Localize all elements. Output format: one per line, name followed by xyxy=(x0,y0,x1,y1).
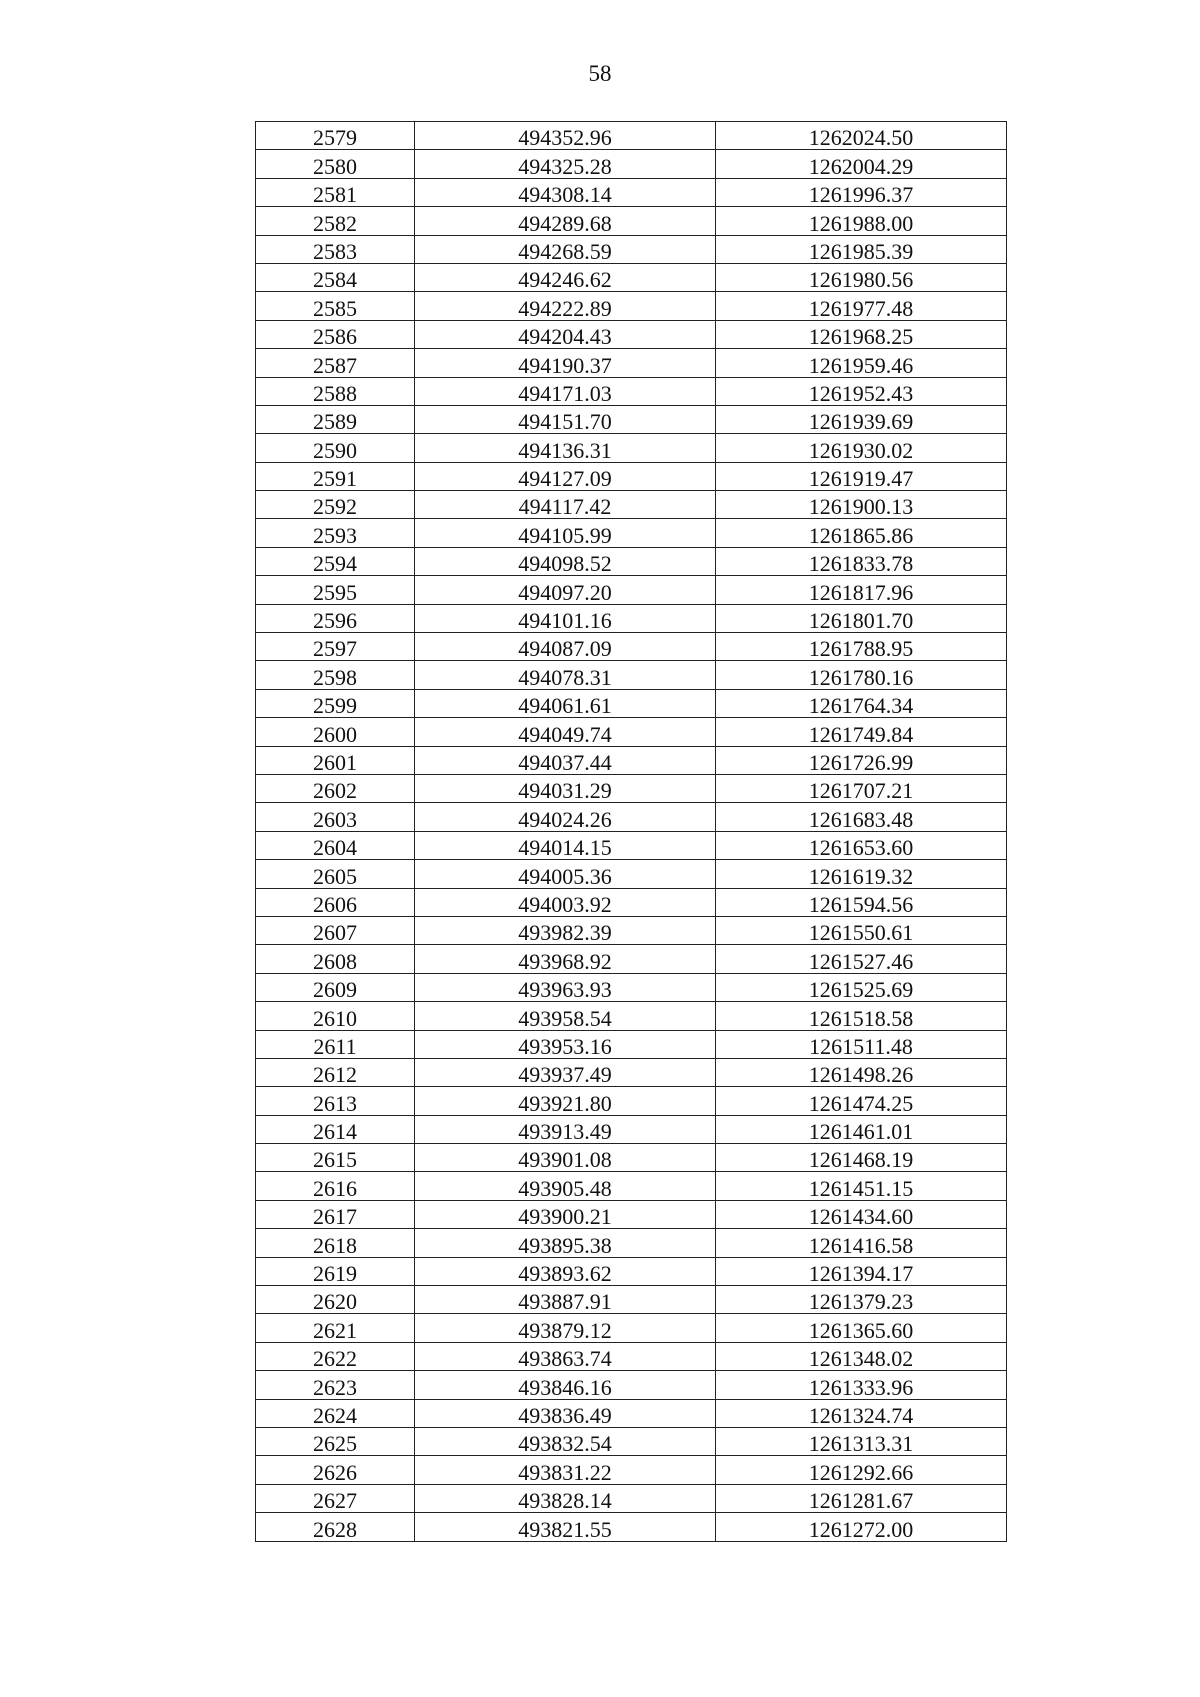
point-number-cell: 2617 xyxy=(256,1200,415,1228)
table-row xyxy=(256,888,1007,916)
y-coordinate-cell: 1261518.58 xyxy=(716,1002,1007,1030)
y-coordinate-cell: 1261919.47 xyxy=(716,462,1007,490)
table-row xyxy=(256,1030,1007,1058)
x-coordinate-cell: 494097.20 xyxy=(415,576,716,604)
point-number-cell: 2606 xyxy=(256,888,415,916)
point-number-cell: 2596 xyxy=(256,604,415,632)
point-number-cell: 2608 xyxy=(256,945,415,973)
y-coordinate-cell: 1261996.37 xyxy=(716,178,1007,206)
table-row xyxy=(256,774,1007,802)
y-coordinate-cell: 1261511.48 xyxy=(716,1030,1007,1058)
table-row xyxy=(256,349,1007,377)
y-coordinate-cell: 1261461.01 xyxy=(716,1115,1007,1143)
point-number-cell: 2598 xyxy=(256,661,415,689)
x-coordinate-cell: 494246.62 xyxy=(415,263,716,291)
table-row xyxy=(256,1144,1007,1172)
point-number-cell: 2610 xyxy=(256,1002,415,1030)
x-coordinate-cell: 494003.92 xyxy=(415,888,716,916)
x-coordinate-cell: 493901.08 xyxy=(415,1144,716,1172)
x-coordinate-cell: 493963.93 xyxy=(415,973,716,1001)
y-coordinate-cell: 1261952.43 xyxy=(716,377,1007,405)
y-coordinate-cell: 1261683.48 xyxy=(716,803,1007,831)
point-number-cell: 2611 xyxy=(256,1030,415,1058)
x-coordinate-cell: 494049.74 xyxy=(415,718,716,746)
point-number-cell: 2588 xyxy=(256,377,415,405)
point-number-cell: 2582 xyxy=(256,207,415,235)
y-coordinate-cell: 1261749.84 xyxy=(716,718,1007,746)
y-coordinate-cell: 1261653.60 xyxy=(716,831,1007,859)
table-row xyxy=(256,576,1007,604)
x-coordinate-cell: 493887.91 xyxy=(415,1286,716,1314)
y-coordinate-cell: 1261525.69 xyxy=(716,973,1007,1001)
table-row xyxy=(256,718,1007,746)
table-row xyxy=(256,235,1007,263)
point-number-cell: 2600 xyxy=(256,718,415,746)
point-number-cell: 2616 xyxy=(256,1172,415,1200)
x-coordinate-cell: 494005.36 xyxy=(415,860,716,888)
table-row xyxy=(256,831,1007,859)
point-number-cell: 2580 xyxy=(256,150,415,178)
table-body xyxy=(256,122,1007,1542)
point-number-cell: 2593 xyxy=(256,519,415,547)
point-number-cell: 2589 xyxy=(256,405,415,433)
page-number: 58 xyxy=(588,61,612,86)
y-coordinate-cell: 1261977.48 xyxy=(716,292,1007,320)
y-coordinate-cell: 1261313.31 xyxy=(716,1427,1007,1455)
y-coordinate-cell: 1261988.00 xyxy=(716,207,1007,235)
point-number-cell: 2628 xyxy=(256,1513,415,1541)
point-number-cell: 2605 xyxy=(256,860,415,888)
x-coordinate-cell: 494101.16 xyxy=(415,604,716,632)
table-row xyxy=(256,604,1007,632)
y-coordinate-cell: 1261619.32 xyxy=(716,860,1007,888)
table-row xyxy=(256,1399,1007,1427)
point-number-cell: 2618 xyxy=(256,1229,415,1257)
point-number-cell: 2579 xyxy=(256,122,415,150)
point-number-cell: 2620 xyxy=(256,1286,415,1314)
table-row xyxy=(256,661,1007,689)
point-number-cell: 2587 xyxy=(256,349,415,377)
x-coordinate-cell: 494031.29 xyxy=(415,774,716,802)
x-coordinate-cell: 493893.62 xyxy=(415,1257,716,1285)
table-row xyxy=(256,462,1007,490)
table-row xyxy=(256,1371,1007,1399)
table-row xyxy=(256,405,1007,433)
y-coordinate-cell: 1261833.78 xyxy=(716,547,1007,575)
point-number-cell: 2621 xyxy=(256,1314,415,1342)
x-coordinate-cell: 494037.44 xyxy=(415,746,716,774)
x-coordinate-cell: 493982.39 xyxy=(415,916,716,944)
table-row xyxy=(256,689,1007,717)
x-coordinate-cell: 494061.61 xyxy=(415,689,716,717)
y-coordinate-cell: 1261434.60 xyxy=(716,1200,1007,1228)
x-coordinate-cell: 494127.09 xyxy=(415,462,716,490)
x-coordinate-cell: 493821.55 xyxy=(415,1513,716,1541)
x-coordinate-cell: 493900.21 xyxy=(415,1200,716,1228)
y-coordinate-cell: 1261764.34 xyxy=(716,689,1007,717)
table-row xyxy=(256,1456,1007,1484)
table-row xyxy=(256,263,1007,291)
point-number-cell: 2612 xyxy=(256,1058,415,1086)
y-coordinate-cell: 1261707.21 xyxy=(716,774,1007,802)
point-number-cell: 2597 xyxy=(256,633,415,661)
x-coordinate-cell: 494222.89 xyxy=(415,292,716,320)
table-row xyxy=(256,803,1007,831)
point-number-cell: 2607 xyxy=(256,916,415,944)
table-row xyxy=(256,547,1007,575)
y-coordinate-cell: 1261985.39 xyxy=(716,235,1007,263)
x-coordinate-cell: 494117.42 xyxy=(415,491,716,519)
point-number-cell: 2583 xyxy=(256,235,415,263)
x-coordinate-cell: 493921.80 xyxy=(415,1087,716,1115)
y-coordinate-cell: 1262024.50 xyxy=(716,122,1007,150)
y-coordinate-cell: 1261272.00 xyxy=(716,1513,1007,1541)
point-number-cell: 2623 xyxy=(256,1371,415,1399)
point-number-cell: 2592 xyxy=(256,491,415,519)
y-coordinate-cell: 1261968.25 xyxy=(716,320,1007,348)
x-coordinate-cell: 494087.09 xyxy=(415,633,716,661)
x-coordinate-cell: 493913.49 xyxy=(415,1115,716,1143)
table-row xyxy=(256,292,1007,320)
x-coordinate-cell: 493958.54 xyxy=(415,1002,716,1030)
y-coordinate-cell: 1261292.66 xyxy=(716,1456,1007,1484)
y-coordinate-cell: 1261726.99 xyxy=(716,746,1007,774)
point-number-cell: 2609 xyxy=(256,973,415,1001)
x-coordinate-cell: 494171.03 xyxy=(415,377,716,405)
table-row xyxy=(256,207,1007,235)
table-row xyxy=(256,1002,1007,1030)
x-coordinate-cell: 493831.22 xyxy=(415,1456,716,1484)
y-coordinate-cell: 1261451.15 xyxy=(716,1172,1007,1200)
x-coordinate-cell: 494098.52 xyxy=(415,547,716,575)
y-coordinate-cell: 1261788.95 xyxy=(716,633,1007,661)
table-row xyxy=(256,633,1007,661)
point-number-cell: 2619 xyxy=(256,1257,415,1285)
x-coordinate-cell: 494289.68 xyxy=(415,207,716,235)
x-coordinate-cell: 493863.74 xyxy=(415,1342,716,1370)
y-coordinate-cell: 1261527.46 xyxy=(716,945,1007,973)
x-coordinate-cell: 494268.59 xyxy=(415,235,716,263)
table-row xyxy=(256,746,1007,774)
x-coordinate-cell: 494352.96 xyxy=(415,122,716,150)
y-coordinate-cell: 1261498.26 xyxy=(716,1058,1007,1086)
table-row xyxy=(256,150,1007,178)
table-row xyxy=(256,945,1007,973)
point-number-cell: 2603 xyxy=(256,803,415,831)
point-number-cell: 2601 xyxy=(256,746,415,774)
point-number-cell: 2614 xyxy=(256,1115,415,1143)
point-number-cell: 2586 xyxy=(256,320,415,348)
point-number-cell: 2595 xyxy=(256,576,415,604)
y-coordinate-cell: 1261594.56 xyxy=(716,888,1007,916)
x-coordinate-cell: 493968.92 xyxy=(415,945,716,973)
table-row xyxy=(256,178,1007,206)
x-coordinate-cell: 493879.12 xyxy=(415,1314,716,1342)
y-coordinate-cell: 1261333.96 xyxy=(716,1371,1007,1399)
point-number-cell: 2585 xyxy=(256,292,415,320)
table-row xyxy=(256,491,1007,519)
point-number-cell: 2604 xyxy=(256,831,415,859)
point-number-cell: 2590 xyxy=(256,434,415,462)
y-coordinate-cell: 1261324.74 xyxy=(716,1399,1007,1427)
x-coordinate-cell: 494078.31 xyxy=(415,661,716,689)
point-number-cell: 2625 xyxy=(256,1427,415,1455)
y-coordinate-cell: 1261930.02 xyxy=(716,434,1007,462)
y-coordinate-cell: 1261379.23 xyxy=(716,1286,1007,1314)
x-coordinate-cell: 494204.43 xyxy=(415,320,716,348)
point-number-cell: 2602 xyxy=(256,774,415,802)
x-coordinate-cell: 493895.38 xyxy=(415,1229,716,1257)
x-coordinate-cell: 494024.26 xyxy=(415,803,716,831)
table-row xyxy=(256,1115,1007,1143)
table-row xyxy=(256,1286,1007,1314)
point-number-cell: 2594 xyxy=(256,547,415,575)
x-coordinate-cell: 494136.31 xyxy=(415,434,716,462)
table-row xyxy=(256,320,1007,348)
point-number-cell: 2627 xyxy=(256,1484,415,1512)
x-coordinate-cell: 493846.16 xyxy=(415,1371,716,1399)
y-coordinate-cell: 1261959.46 xyxy=(716,349,1007,377)
y-coordinate-cell: 1261474.25 xyxy=(716,1087,1007,1115)
x-coordinate-cell: 493905.48 xyxy=(415,1172,716,1200)
x-coordinate-cell: 493836.49 xyxy=(415,1399,716,1427)
point-number-cell: 2622 xyxy=(256,1342,415,1370)
y-coordinate-cell: 1261550.61 xyxy=(716,916,1007,944)
point-number-cell: 2613 xyxy=(256,1087,415,1115)
table-row xyxy=(256,973,1007,1001)
x-coordinate-cell: 494151.70 xyxy=(415,405,716,433)
table-row xyxy=(256,1200,1007,1228)
x-coordinate-cell: 494105.99 xyxy=(415,519,716,547)
point-number-cell: 2626 xyxy=(256,1456,415,1484)
table-row xyxy=(256,1257,1007,1285)
y-coordinate-cell: 1261801.70 xyxy=(716,604,1007,632)
table-row xyxy=(256,1342,1007,1370)
x-coordinate-cell: 493953.16 xyxy=(415,1030,716,1058)
point-number-cell: 2615 xyxy=(256,1144,415,1172)
y-coordinate-cell: 1261348.02 xyxy=(716,1342,1007,1370)
point-number-cell: 2581 xyxy=(256,178,415,206)
table-row xyxy=(256,122,1007,150)
coordinates-table xyxy=(255,121,1007,1542)
table-row xyxy=(256,1484,1007,1512)
point-number-cell: 2624 xyxy=(256,1399,415,1427)
table-row xyxy=(256,1513,1007,1541)
x-coordinate-cell: 493832.54 xyxy=(415,1427,716,1455)
y-coordinate-cell: 1262004.29 xyxy=(716,150,1007,178)
y-coordinate-cell: 1261416.58 xyxy=(716,1229,1007,1257)
x-coordinate-cell: 494190.37 xyxy=(415,349,716,377)
y-coordinate-cell: 1261780.16 xyxy=(716,661,1007,689)
x-coordinate-cell: 494308.14 xyxy=(415,178,716,206)
y-coordinate-cell: 1261939.69 xyxy=(716,405,1007,433)
table-row xyxy=(256,1229,1007,1257)
x-coordinate-cell: 493828.14 xyxy=(415,1484,716,1512)
y-coordinate-cell: 1261365.60 xyxy=(716,1314,1007,1342)
x-coordinate-cell: 494014.15 xyxy=(415,831,716,859)
y-coordinate-cell: 1261394.17 xyxy=(716,1257,1007,1285)
table-row xyxy=(256,860,1007,888)
table-row xyxy=(256,519,1007,547)
y-coordinate-cell: 1261980.56 xyxy=(716,263,1007,291)
table-row xyxy=(256,1172,1007,1200)
y-coordinate-cell: 1261468.19 xyxy=(716,1144,1007,1172)
y-coordinate-cell: 1261865.86 xyxy=(716,519,1007,547)
y-coordinate-cell: 1261281.67 xyxy=(716,1484,1007,1512)
table-row xyxy=(256,377,1007,405)
point-number-cell: 2599 xyxy=(256,689,415,717)
x-coordinate-cell: 493937.49 xyxy=(415,1058,716,1086)
table-row xyxy=(256,1427,1007,1455)
table-row xyxy=(256,1058,1007,1086)
table-row xyxy=(256,916,1007,944)
table-row xyxy=(256,1314,1007,1342)
table-row xyxy=(256,1087,1007,1115)
y-coordinate-cell: 1261817.96 xyxy=(716,576,1007,604)
point-number-cell: 2591 xyxy=(256,462,415,490)
y-coordinate-cell: 1261900.13 xyxy=(716,491,1007,519)
point-number-cell: 2584 xyxy=(256,263,415,291)
x-coordinate-cell: 494325.28 xyxy=(415,150,716,178)
table-row xyxy=(256,434,1007,462)
